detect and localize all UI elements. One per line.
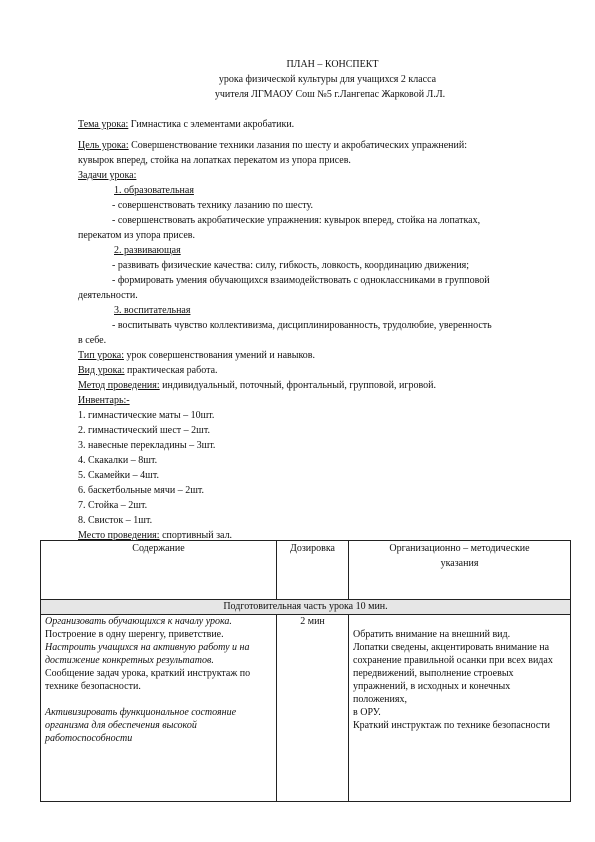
inventory-item: 1. гимнастические маты – 10шт. [78,410,215,421]
teacher-line: учителя ЛГМАОУ Сош №5 г.Лангепас Жарковой Л.Л. [214,89,446,100]
task-upbringing-a: - воспитывать чувство коллективизма, дисциплинированность, трудолюбие, уверенность [112,320,492,331]
lesson-plan-table [40,540,571,802]
method-text: индивидуальный, поточный, фронтальный, групповой, игровой. [159,380,436,391]
goal-label: Цель урока: [78,140,129,151]
inventory-item: 3. навесные перекладины – 3шт. [78,440,216,451]
content-motivate: Настроить учащихся на активную работу и на достижение конкретных результатов. [45,642,250,666]
lesson-kind-line [78,363,548,378]
method-label: Метод проведения: [78,380,160,391]
method-posture: Лопатки сведены, акцентировать внимание на сохранение правильной осанки при всех видах передвижений, выполнение строевых упражнений, в исходных и конечных положениях, [353,642,553,705]
document-header [0,57,595,102]
content-cell [41,615,277,802]
header-methodical-line2: указания [440,558,479,569]
method-oru: в ОРУ. [353,707,381,718]
methodical-cell [349,615,571,802]
tasks-label: Задачи урока: [78,170,137,181]
lesson-type-label: Тип урока: [78,350,124,361]
dosage-cell: 2 мин [277,615,349,802]
task-developing-b: - формировать умения обучающихся взаимодействовать с одноклассниками в групповой [112,275,490,286]
inventory-label: Инвентарь:- [78,395,130,406]
task-developing-b2: деятельности. [78,290,138,301]
inventory-item: 6. баскетбольные мячи – 2шт. [78,485,205,496]
lesson-details [78,117,548,543]
inventory-item: 8. Свисток – 1шт. [78,515,153,526]
content-formation: Построение в одну шеренгу, приветствие. [45,629,224,640]
task-developing: 2. развивающая [114,245,181,256]
header-methodical-line1: Организационно – методические [389,543,530,554]
lesson-kind-label: Вид урока: [78,365,125,376]
place-text: спортивный зал. [159,530,233,541]
topic-label: Тема урока: [78,119,129,130]
topic-line [78,117,548,132]
document-title: ПЛАН – КОНСПЕКТ [286,59,379,70]
section-row [41,600,571,615]
goal-text: Совершенствование техники лазания по шесту и акробатических упражнений: [128,140,467,151]
method-appearance: Обратить внимание на внешний вид. [353,629,511,640]
header-methodical [349,541,571,600]
goal-line [78,138,548,153]
task-upbringing: 3. воспитательная [114,305,191,316]
lesson-kind-text: практическая работа. [124,365,218,376]
task-educational: 1. образовательная [114,185,194,196]
task-educational-b: - совершенствовать акробатические упражнения: кувырок вперед, стойка на лопатках, [112,215,481,226]
lesson-subtitle: урока физической культуры для учащихся 2 класса [218,74,437,85]
content-organize: Организовать обучающихся к началу урока. [45,616,232,627]
content-activate: Активизировать функциональное состояние организма для обеспечения высокой работоспособности [45,707,237,744]
task-educational-b2: перекатом из упора присев. [78,230,196,241]
task-educational-a: - совершенствовать технику лазанию по шесту. [112,200,314,211]
lesson-type-line [78,348,548,363]
place-label: Место проведения: [78,530,160,541]
method-line [78,378,548,393]
goal-line-2: кувырок вперед, стойка на лопатках перекатом из упора присев. [78,155,351,166]
topic-text: Гимнастика с элементами акробатики. [128,119,295,130]
content-tasks: Сообщение задач урока, краткий инструктаж по технике безопасности. [45,668,251,692]
inventory-item: 2. гимнастический шест – 2шт. [78,425,210,436]
header-content: Содержание [41,541,277,600]
lesson-type-text: урок совершенствования умений и навыков. [124,350,316,361]
task-upbringing-a2: в себе. [78,335,107,346]
table-header-row [41,541,571,600]
inventory-item: 7. Стойка – 2шт. [78,500,148,511]
method-safety: Краткий инструктаж по технике безопасности [353,720,551,731]
table-row [41,615,571,802]
task-developing-a: - развивать физические качества: силу, гибкость, ловкость, координацию движения; [112,260,470,271]
header-dosage: Дозировка [277,541,349,600]
section-title: Подготовительная часть урока 10 мин. [41,600,571,615]
inventory-item: 5. Скамейки – 4шт. [78,470,159,481]
inventory-item: 4. Скакалки – 8шт. [78,455,158,466]
